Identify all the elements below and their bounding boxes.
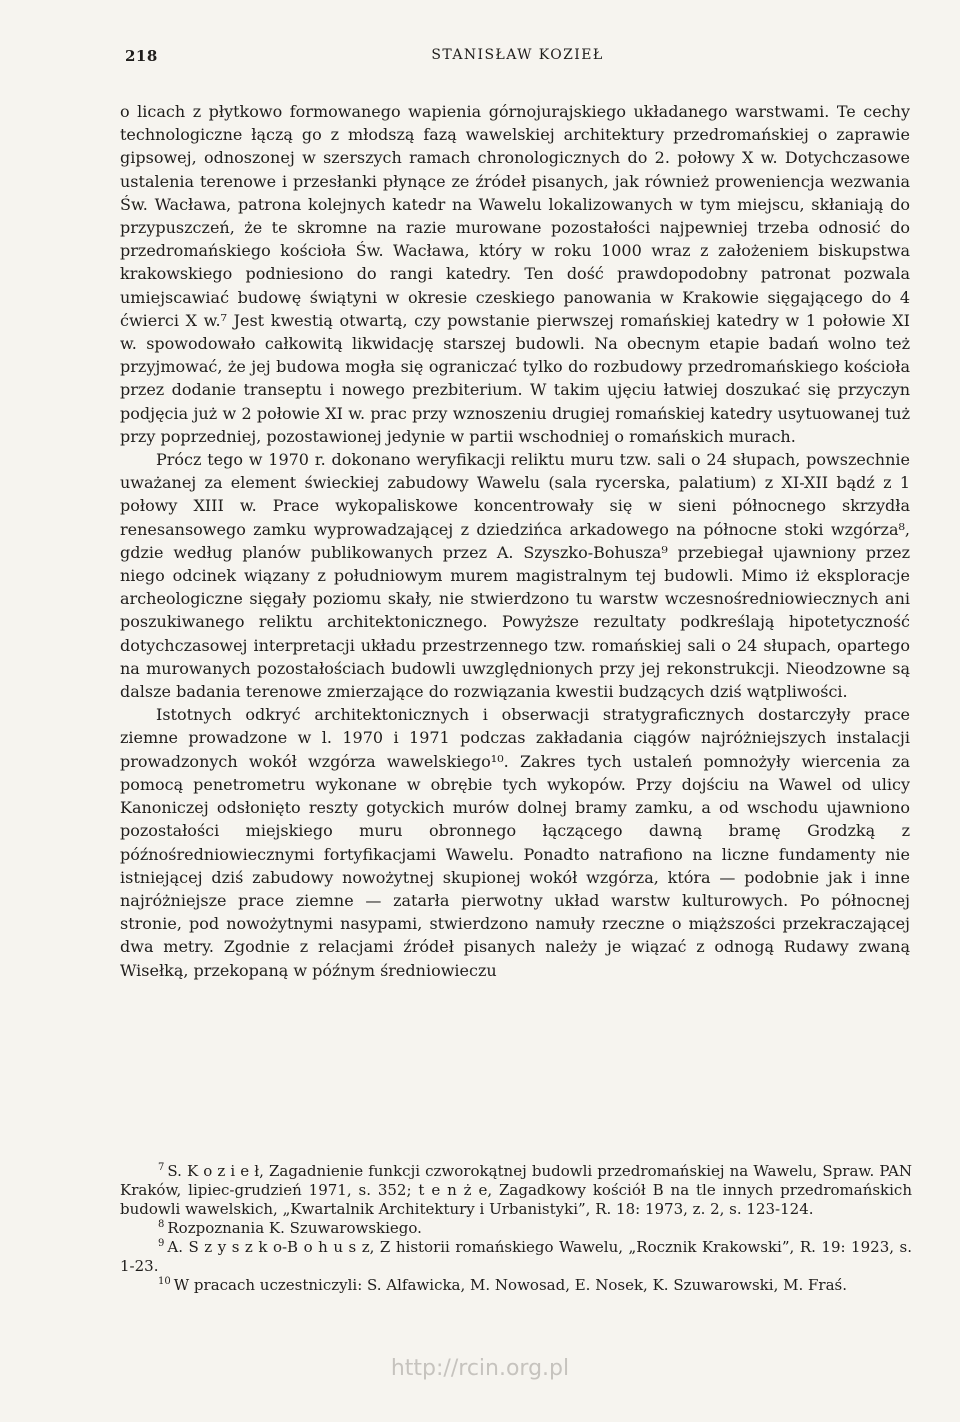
paragraph: Prócz tego w 1970 r. dokonano weryfikacji reliktu muru tzw. sali o 24 słupach, powszechnie uważanej za element świeckiej zabudowy Wawelu (sala rycerska, palatium) z XI-XII bądź z 1 połowy XIII w. Prace wykopaliskowe koncentrowały się w sieni północnego skrzydła renesansowego zamku wyprowadzającej z dziedzińca arkadowego na północne stoki wzgórza⁸, gdzie według planów publikowanych przez A. Szyszko-Bohusza⁹ przebiegał ujawniony przez niego odcinek wiązany z południowym murem magistralnym tej budowli. Mimo iż eksploracje archeologiczne sięgały poziomu skały, nie stwierdzono tu warstw wczesnośredniowiecznych ani poszukiwanego reliktu architektonicznego. Powyższe rezultaty podkreślają hipotetyczność dotychczasowej interpretacji układu przestrzennego tzw. romańskiej sali o 24 słupach, opartego na murowanych pozostałościach budowli uwzględnionych przy jej rekonstrukcji. Nieodzowne są dalsze badania terenowe zmierzające do rozwiązania kwestii budzących dziś wątpliwości. xyxy=(120,450,910,702)
footnote xyxy=(120,1219,912,1238)
footnote-number: 7 xyxy=(158,1162,165,1173)
page-header xyxy=(120,47,915,71)
footnote-text: S. K o z i e ł, Zagadnienie funkcji czworokątnej budowli przedromańskiej na Wawelu, Spraw. PAN Kraków, lipiec-grudzień 1971, s. 352; t e n ż e, Zagadkowy kościół B na tle innych przedromańskich budowli wawelskich, „Kwartalnik Architektury i Urbanistyki”, R. 18: 1973, z. 2, s. 123-124. xyxy=(120,1162,912,1218)
footnote xyxy=(120,1276,912,1295)
footnote-text: Rozpoznania K. Szuwarowskiego. xyxy=(167,1219,422,1237)
footnote xyxy=(120,1238,912,1276)
footnote-number: 8 xyxy=(158,1219,165,1230)
page-number: 218 xyxy=(125,47,158,65)
footnote-number: 9 xyxy=(158,1238,165,1249)
footnotes xyxy=(120,1162,912,1295)
footnote-text: W pracach uczestniczyli: S. Alfawicka, M. Nowosad, E. Nosek, K. Szuwarowski, M. Fraś. xyxy=(173,1276,847,1294)
main-text xyxy=(120,100,910,982)
footnote-number: 10 xyxy=(158,1276,171,1287)
footnote xyxy=(120,1162,912,1219)
watermark: http://rcin.org.pl xyxy=(390,1356,570,1381)
paragraph: o licach z płytkowo formowanego wapienia górnojurajskiego układanego warstwami. Te cechy technologiczne łączą go z młodszą fazą wawelskiej architektury przedromańskiej o zaprawie gipsowej, odnoszonej w szerszych ramach chronologicznych do 2. połowy X w. Dotychczasowe ustalenia terenowe i przesłanki płynące ze źródeł pisanych, jak również proweniencja wezwania Św. Wacława, patrona kolejnych katedr na Wawelu lokalizowanych w tym miejscu, skłaniają do przypuszczeń, że te skromne na razie murowane pozostałości najpewniej trzeba odnosić do przedromańskiego kościoła Św. Wacława, który w roku 1000 wraz z założeniem biskupstwa krakowskiego podniesiono do rangi katedry. Ten dość prawdopodobny patronat pozwala umiejscawiać budowę świątyni w okresie czeskiego panowania w Krakowie sięgającego do 4 ćwierci X w.⁷ Jest kwestią otwartą, czy powstanie pierwszej romańskiej katedry w 1 połowie XI w. spowodowało całkowitą likwidację starszej budowli. Na obecnym etapie badań wolno też przyjmować, że jej budowa mogła się ograniczać tylko do rozbudowy przedromańskiego kościoła przez dodanie transeptu i nowego prezbiterium. W takim ujęciu łatwiej doszukać się przyczyn podjęcia już w 2 połowie XI w. prac przy wznoszeniu drugiej romańskiej katedry usytuowanej tuż przy poprzedniej, pozostawionej jedynie w partii wschodniej o romańskich murach. xyxy=(120,102,910,446)
running-title: STANISŁAW KOZIEŁ xyxy=(431,47,604,63)
paragraph: Istotnych odkryć architektonicznych i obserwacji stratygraficznych dostarczyły prace ziemne prowadzone w l. 1970 i 1971 podczas zakładania ciągów najróżniejszych instalacji prowadzonych wokół wzgórza wawelskiego¹⁰. Zakres tych ustaleń pomnożyły wiercenia za pomocą penetrometru wykonane w obrębie tych wykopów. Przy dojściu na Wawel od ulicy Kanoniczej odsłonięto reszty gotyckich murów dolnej bramy zamku, a od wschodu ujawniono pozostałości miejskiego muru obronnego łączącego dawną bramę Grodzką z późnośredniowiecznymi fortyfikacjami Wawelu. Ponadto natrafiono na liczne fundamenty nie istniejącej dziś zabudowy nowożytnej skupionej wokół wzgórza, która — podobnie jak i inne najróżniejsze prace ziemne — zatarła pierwotny układ warstw kulturowych. Po północnej stronie, pod nowożytnymi nasypami, stwierdzono namuły rzeczne o miąższości przekraczającej dwa metry. Zgodnie z relacjami źródeł pisanych należy je wiązać z odnogą Rudawy zwaną Wisełką, przekopaną w późnym średniowieczu xyxy=(120,705,910,980)
footnote-text: A. S z y s z k o-B o h u s z, Z historii romańskiego Wawelu, „Rocznik Krakowski”, R. 19: 1923, s. 1-23. xyxy=(120,1238,912,1275)
